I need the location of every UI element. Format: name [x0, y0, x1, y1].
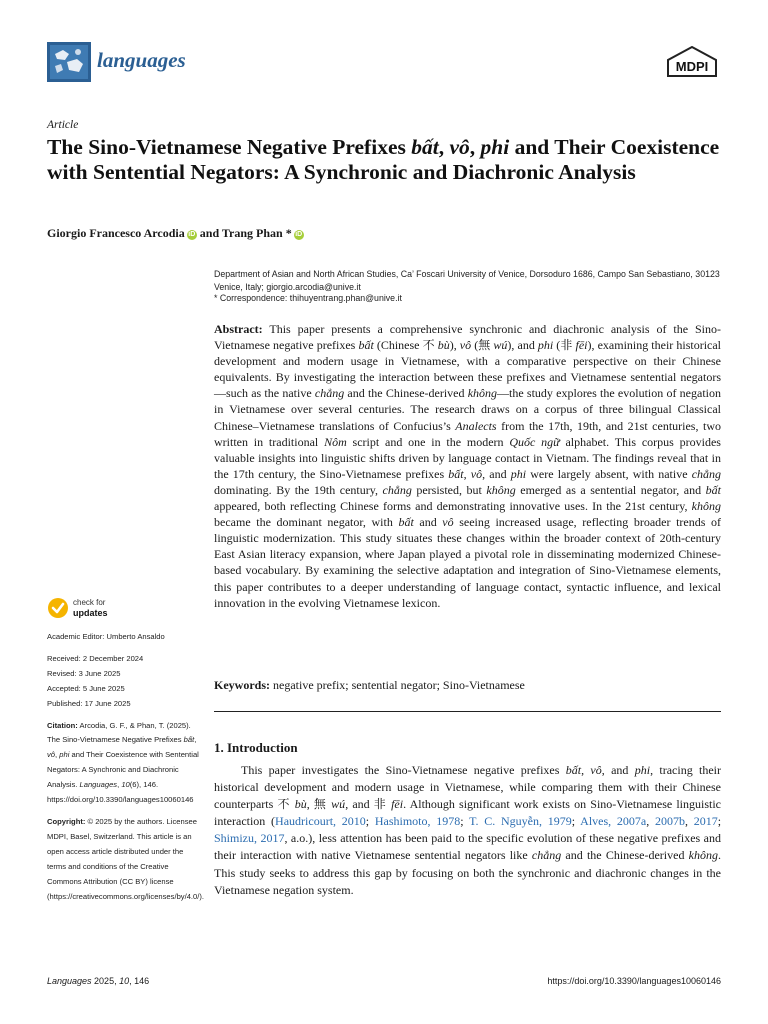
- intro-text: and the Chinese-derived: [561, 848, 689, 863]
- abstract-italic: không: [467, 386, 498, 401]
- corresponding-mark: *: [282, 226, 292, 240]
- abstract-italic: bất: [448, 466, 464, 481]
- correspondence: * Correspondence: thihuyentrang.phan@unive.it: [214, 293, 402, 303]
- footer-volume: 10: [119, 976, 130, 986]
- footer-doi-link[interactable]: https://doi.org/10.3390/languages10060146: [547, 976, 721, 986]
- abstract-italic: vô: [459, 338, 472, 353]
- abstract-text: dominating. By the 19th century,: [214, 482, 383, 497]
- abstract-text: alphabet. This corpus provides valuable insights into linguistic shifts driven by language contact in Vietnam. The findings reveal that in the 17th century, the Sino-Vietnamese prefixes: [214, 434, 721, 481]
- intro-text: ,: [646, 814, 655, 829]
- citation-link[interactable]: T. C. Nguyễn, 1979: [469, 814, 572, 829]
- abstract-italic: bất: [705, 482, 721, 497]
- abstract-text: and: [413, 515, 443, 530]
- intro-italic: wú: [331, 797, 346, 812]
- check-updates-icon: [47, 597, 69, 619]
- received-date: Received: 2 December 2024: [47, 653, 144, 663]
- revised-date: Revised: 3 June 2025: [47, 668, 121, 678]
- abstract-italic: bất: [358, 338, 374, 353]
- citation-link[interactable]: 2017: [693, 814, 718, 829]
- citation-text: Arcodia, G. F., & Phan, T. (2025). The Sino-Vietnamese Negative Prefixes: [47, 720, 191, 745]
- abstract-text: ), examining their historical development and modern usage in Vietnamese, with a comparative perspective on their Chinese equivalents. By investigating the interaction between these prefixes and Vietnamese sentential negators—such as the native: [214, 338, 722, 401]
- intro-italic: fēi: [391, 797, 404, 812]
- abstract-body: [214, 322, 721, 610]
- abstract-text: ,: [463, 466, 471, 481]
- citation-italic: vô: [47, 750, 56, 760]
- citation-text: and Their Coexistence with Sentential Negators: A Synchronic and Diachronic Analysis.: [47, 750, 199, 790]
- citation-link[interactable]: Shimizu, 2017: [214, 831, 285, 846]
- journal-logo[interactable]: [47, 42, 91, 82]
- intro-italic: bất: [565, 763, 582, 777]
- abstract-italic: vô: [442, 515, 454, 530]
- abstract-italic: chẳng: [314, 386, 345, 401]
- intro-text: ,: [581, 763, 591, 777]
- citation-text: ,: [194, 735, 197, 745]
- citation-italic: Languages: [79, 780, 118, 790]
- article-type: Article: [47, 119, 79, 131]
- article-title: [47, 135, 727, 185]
- abstract-text: This paper presents a comprehensive synchronic and diachronic analysis of the Sino-Vietnamese negative prefixes: [214, 322, 721, 353]
- abstract-text: from the 17th, 19th, and 21st centuries, two written in traditional: [214, 418, 721, 449]
- intro-text: ;: [365, 814, 375, 829]
- intro-italic: vô: [590, 763, 602, 777]
- abstract-text: emerged as a sentential negator, and: [515, 482, 706, 497]
- citation-italic: phi: [59, 750, 70, 760]
- intro-text: . This study seeks to address this gap by focusing on both the synchronic and diachronic changes in the Vietnamese negation system.: [214, 848, 721, 897]
- keywords-text: negative prefix; sentential negator; Sino-Vietnamese: [270, 678, 525, 692]
- article-sidebar: [47, 630, 202, 904]
- footer-year: 2025,: [91, 976, 120, 986]
- svg-text:MDPI: MDPI: [675, 59, 709, 74]
- title-term: phi: [480, 135, 510, 159]
- abstract-italic: không: [691, 499, 721, 514]
- abstract-text: seeing increased usage, reflecting broader trends of linguistic modernization. This study situates these changes within the broader context of 20th-century East Asian literacy expansion, where Japan played a pivotal role in disseminating modernized Chinese-based vocabulary. By examining the selective adaptation and integration of Sino-Vietnamese elements, this paper contributes to a deeper understanding of language contact, syntactic influence, and lexical innovation in the evolving Vietnamese lexicon.: [214, 515, 721, 610]
- abstract-text: and the Chinese-derived: [344, 386, 468, 401]
- accepted-date: Accepted: 5 June 2025: [47, 683, 125, 693]
- abstract-text: —the study explores the evolution of negation in Vietnamese over several centuries. The research draws on a corpus of three bilingual Classical Chinese–Vietnamese translations of Confucius’s: [214, 386, 722, 433]
- abstract-text: (Chinese 不: [373, 338, 438, 353]
- intro-text: , and: [601, 763, 635, 777]
- abstract-italic: bù: [437, 338, 450, 353]
- title-term: bất: [411, 135, 439, 159]
- keywords-label: Keywords:: [214, 678, 270, 692]
- footer-journal: Languages: [47, 976, 92, 986]
- title-text: ,: [469, 135, 481, 159]
- abstract-italic: phi: [510, 466, 527, 481]
- footer-article: , 146: [129, 976, 150, 986]
- check-updates-line2: updates: [73, 608, 108, 618]
- citation-text: ,: [55, 750, 60, 760]
- abstract-label: Abstract:: [214, 322, 263, 336]
- mdpi-logo[interactable]: [664, 46, 720, 83]
- introduction-paragraph: [214, 762, 721, 899]
- orcid-icon[interactable]: iD: [295, 231, 303, 238]
- section-divider: [214, 711, 721, 712]
- affiliation: Department of Asian and North African Studies, Ca’ Foscari University of Venice, Dorsoduro 1686, Campo San Sebastiano, 30123 Venice, Italy; giorgio.arcodia@unive.it: [214, 269, 720, 292]
- abstract-italic: chẳng: [691, 466, 722, 481]
- intro-body: [214, 763, 721, 897]
- abstract-text: persisted, but: [411, 482, 487, 497]
- copyright: [47, 815, 202, 904]
- copyright-label: Copyright:: [47, 816, 86, 826]
- citation-link[interactable]: Alves, 2007a: [580, 814, 647, 829]
- intro-text: ;: [717, 814, 722, 829]
- intro-italic: chẳng: [531, 848, 562, 863]
- author-connector: and: [196, 226, 222, 240]
- abstract-text: ), and: [507, 338, 538, 353]
- intro-text: This paper investigates the Sino-Vietnamese negative prefixes: [241, 763, 566, 777]
- check-for-updates-badge[interactable]: [47, 597, 108, 619]
- author-name[interactable]: Giorgio Francesco Arcodia: [47, 226, 185, 240]
- citation-text: (6), 146. https://doi.org/10.3390/languages10060146: [47, 780, 194, 805]
- title-text: The Sino-Vietnamese Negative Prefixes: [47, 135, 412, 159]
- academic-editor: Academic Editor: Umberto Ansaldo: [47, 632, 165, 641]
- abstract-text: script and one in the modern: [346, 434, 510, 449]
- citation-link[interactable]: Hashimoto, 1978: [374, 814, 461, 829]
- footer-citation: [47, 976, 149, 986]
- intro-text: , a.o.), less attention has been paid to the specific evolution of these negative prefixes and their interaction with native Vietnamese sentential negators like: [214, 831, 721, 863]
- section-heading: 1. Introduction: [214, 740, 298, 755]
- title-term: vô: [449, 135, 470, 159]
- abstract-text: (非: [553, 338, 576, 353]
- abstract-italic: wú: [493, 338, 508, 353]
- abstract-italic: không: [486, 482, 516, 497]
- intro-text: , tracing their historical development and modern usage in Vietnamese, while comparing them with their Chinese counterparts 不: [214, 763, 722, 812]
- citation-italic: 10: [121, 780, 130, 790]
- abstract-text: ),: [449, 338, 460, 353]
- abstract: [214, 321, 721, 611]
- abstract-text: appeared, both reflecting Chinese forms and demonstrating innovative uses. In the 21st century,: [214, 499, 692, 514]
- citation-label: Citation:: [47, 720, 78, 730]
- check-updates-line1: check for: [73, 598, 106, 607]
- author-name[interactable]: Trang Phan: [221, 226, 283, 240]
- abstract-italic: Nôm: [324, 434, 347, 449]
- citation-link[interactable]: 2007b: [654, 814, 685, 829]
- intro-text: ;: [571, 814, 581, 829]
- citation: [47, 719, 202, 808]
- abstract-italic: chẳng: [382, 482, 412, 497]
- intro-text: , 無: [306, 797, 332, 812]
- abstract-text: , and: [482, 466, 511, 481]
- intro-italic: phi: [634, 763, 651, 777]
- abstract-italic: Quốc ngữ: [509, 434, 560, 449]
- intro-italic: không: [688, 848, 718, 863]
- authors: [47, 226, 304, 241]
- published-date: Published: 17 June 2025: [47, 698, 131, 708]
- keywords: [214, 678, 721, 693]
- copyright-text: © 2025 by the authors. Licensee MDPI, Basel, Switzerland. This article is an open access article distributed under the terms and conditions of the Creative Commons Attribution (CC BY) license (https://creativecommons.org/licenses/by/4.0/).: [47, 816, 204, 901]
- intro-text: ;: [460, 814, 470, 829]
- title-text: and Their Coexistence with Sentential Negators: A Synchronic and Diachronic Analysis: [47, 135, 720, 184]
- abstract-text: became the dominant negator, with: [214, 515, 399, 530]
- abstract-text: (無: [471, 338, 494, 353]
- intro-text: ,: [684, 814, 694, 829]
- citation-body[interactable]: [47, 721, 199, 805]
- intro-text: . Although significant work exists on Sino-Vietnamese linguistic interaction (: [214, 797, 721, 829]
- orcid-icon[interactable]: iD: [188, 231, 196, 238]
- abstract-italic: Analects: [455, 418, 497, 433]
- journal-name[interactable]: languages: [97, 48, 186, 72]
- intro-text: , and 非: [345, 797, 392, 812]
- abstract-text: were largely absent, with native: [526, 466, 692, 481]
- abstract-italic: bất: [398, 515, 414, 530]
- title-text: ,: [438, 135, 450, 159]
- citation-text: ,: [117, 780, 122, 790]
- abstract-italic: fēi: [575, 338, 588, 353]
- abstract-italic: vô: [470, 466, 483, 481]
- citation-italic: bất: [183, 735, 195, 745]
- abstract-italic: phi: [537, 338, 554, 353]
- intro-italic: bù: [294, 797, 307, 812]
- citation-link[interactable]: Haudricourt, 2010: [275, 814, 366, 829]
